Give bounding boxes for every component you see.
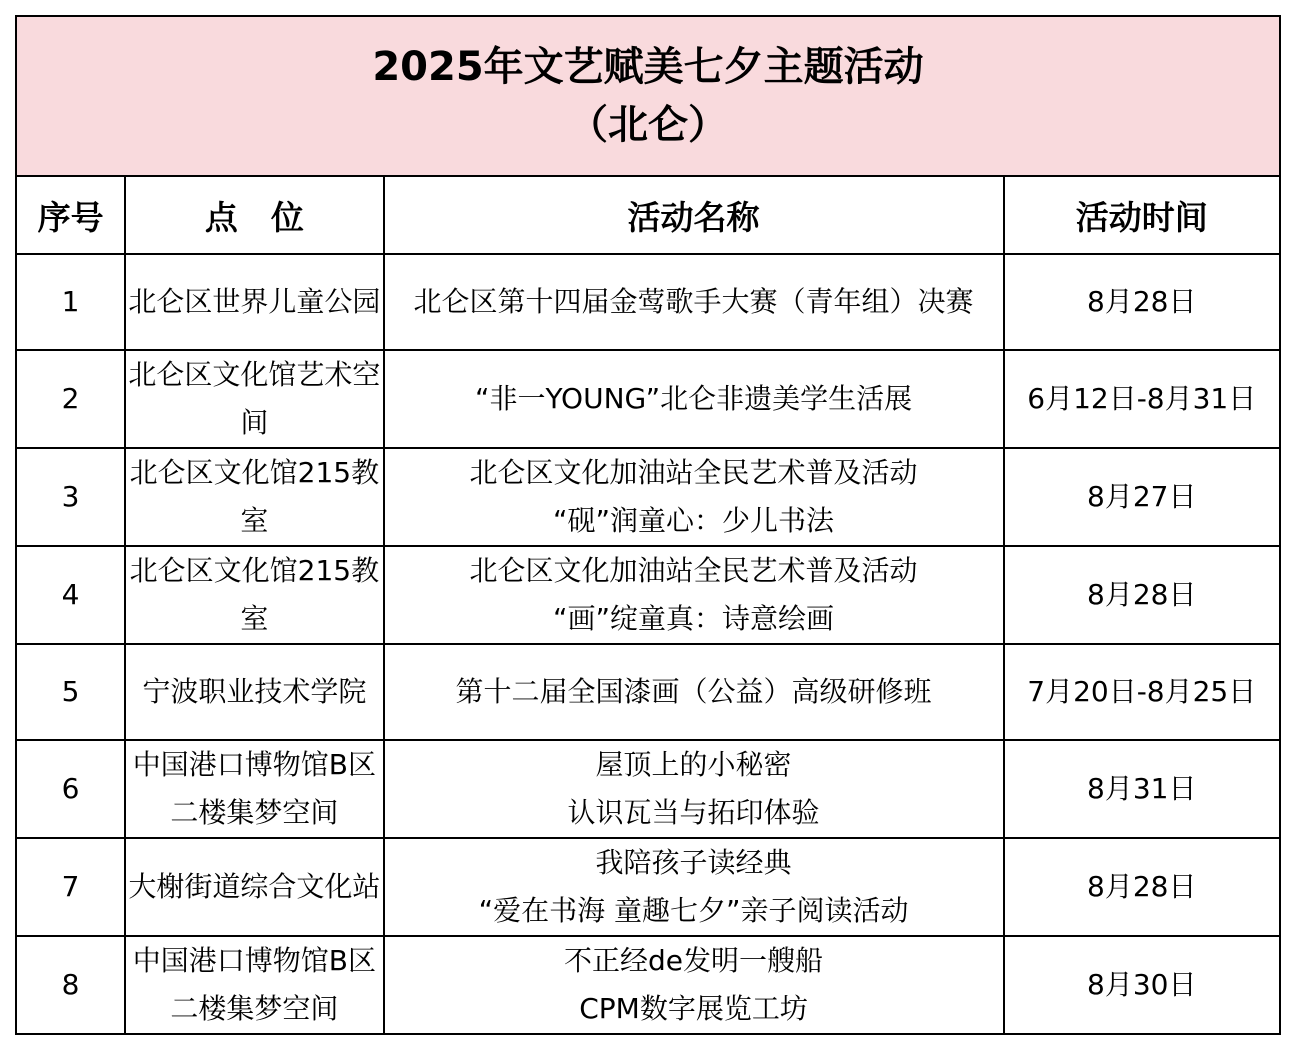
row-number: 6 xyxy=(16,740,125,838)
activity-name-line: 我陪孩子读经典 xyxy=(595,846,792,879)
activity-name-cell xyxy=(384,254,1004,350)
table-title xyxy=(16,16,1280,176)
table-row xyxy=(16,936,1280,1034)
location-cell: 宁波职业技术学院 xyxy=(125,644,383,740)
title-line-1: 2025年文艺赋美七夕主题活动 xyxy=(372,44,924,90)
location-cell: 大榭街道综合文化站 xyxy=(125,838,383,936)
location-cell: 中国港口博物馆B区二楼集梦空间 xyxy=(125,740,383,838)
activity-name-cell xyxy=(384,448,1004,546)
activity-name-line: “非一YOUNG”北仑非遗美学生活展 xyxy=(474,382,913,415)
table-row xyxy=(16,838,1280,936)
location-cell: 北仑区文化馆215教室 xyxy=(125,546,383,644)
activity-name-line: 第十二届全国漆画（公益）高级研修班 xyxy=(455,675,932,708)
row-number: 5 xyxy=(16,644,125,740)
title-line-2: （北仑） xyxy=(568,102,728,148)
row-number: 8 xyxy=(16,936,125,1034)
activity-name-line: “爱在书海 童趣七夕”亲子阅读活动 xyxy=(478,894,909,927)
header-location: 点 位 xyxy=(125,176,383,254)
header-time: 活动时间 xyxy=(1004,176,1280,254)
header-row xyxy=(16,176,1280,254)
activity-name-line: 不正经de发明一艘船 xyxy=(564,944,824,977)
activity-time-cell: 8月27日 xyxy=(1004,448,1280,546)
location-cell: 中国港口博物馆B区二楼集梦空间 xyxy=(125,936,383,1034)
activity-name-line: 认识瓦当与拓印体验 xyxy=(567,796,820,829)
table-row xyxy=(16,740,1280,838)
activity-name-line: 北仑区文化加油站全民艺术普及活动 xyxy=(469,554,918,587)
row-number: 7 xyxy=(16,838,125,936)
activity-table xyxy=(15,15,1281,1035)
row-number: 2 xyxy=(16,350,125,448)
activity-time-cell: 8月30日 xyxy=(1004,936,1280,1034)
row-number: 4 xyxy=(16,546,125,644)
activity-name-line: 北仑区第十四届金莺歌手大赛（青年组）决赛 xyxy=(413,285,974,318)
location-cell: 北仑区世界儿童公园 xyxy=(125,254,383,350)
activity-name-cell xyxy=(384,546,1004,644)
activity-time-cell: 8月31日 xyxy=(1004,740,1280,838)
location-cell: 北仑区文化馆215教室 xyxy=(125,448,383,546)
activity-name-cell xyxy=(384,936,1004,1034)
activity-name-line: “画”绽童真：诗意绘画 xyxy=(553,602,835,635)
table-row xyxy=(16,254,1280,350)
title-row xyxy=(16,16,1280,176)
activity-name-cell xyxy=(384,644,1004,740)
table-row xyxy=(16,546,1280,644)
header-no: 序号 xyxy=(16,176,125,254)
activity-name-line: “砚”润童心：少儿书法 xyxy=(553,504,835,537)
row-number: 3 xyxy=(16,448,125,546)
table-row xyxy=(16,644,1280,740)
table-row xyxy=(16,448,1280,546)
activity-name-line: 北仑区文化加油站全民艺术普及活动 xyxy=(469,456,918,489)
activity-time-cell: 6月12日-8月31日 xyxy=(1004,350,1280,448)
table-row xyxy=(16,350,1280,448)
header-activity: 活动名称 xyxy=(384,176,1004,254)
activity-time-cell: 8月28日 xyxy=(1004,254,1280,350)
activity-time-cell: 8月28日 xyxy=(1004,546,1280,644)
activity-name-cell xyxy=(384,740,1004,838)
row-number: 1 xyxy=(16,254,125,350)
activity-name-cell xyxy=(384,350,1004,448)
activity-name-line: CPM数字展览工坊 xyxy=(579,992,808,1025)
activity-name-line: 屋顶上的小秘密 xyxy=(595,748,792,781)
activity-time-cell: 8月28日 xyxy=(1004,838,1280,936)
activity-time-cell: 7月20日-8月25日 xyxy=(1004,644,1280,740)
activity-name-cell xyxy=(384,838,1004,936)
location-cell: 北仑区文化馆艺术空间 xyxy=(125,350,383,448)
